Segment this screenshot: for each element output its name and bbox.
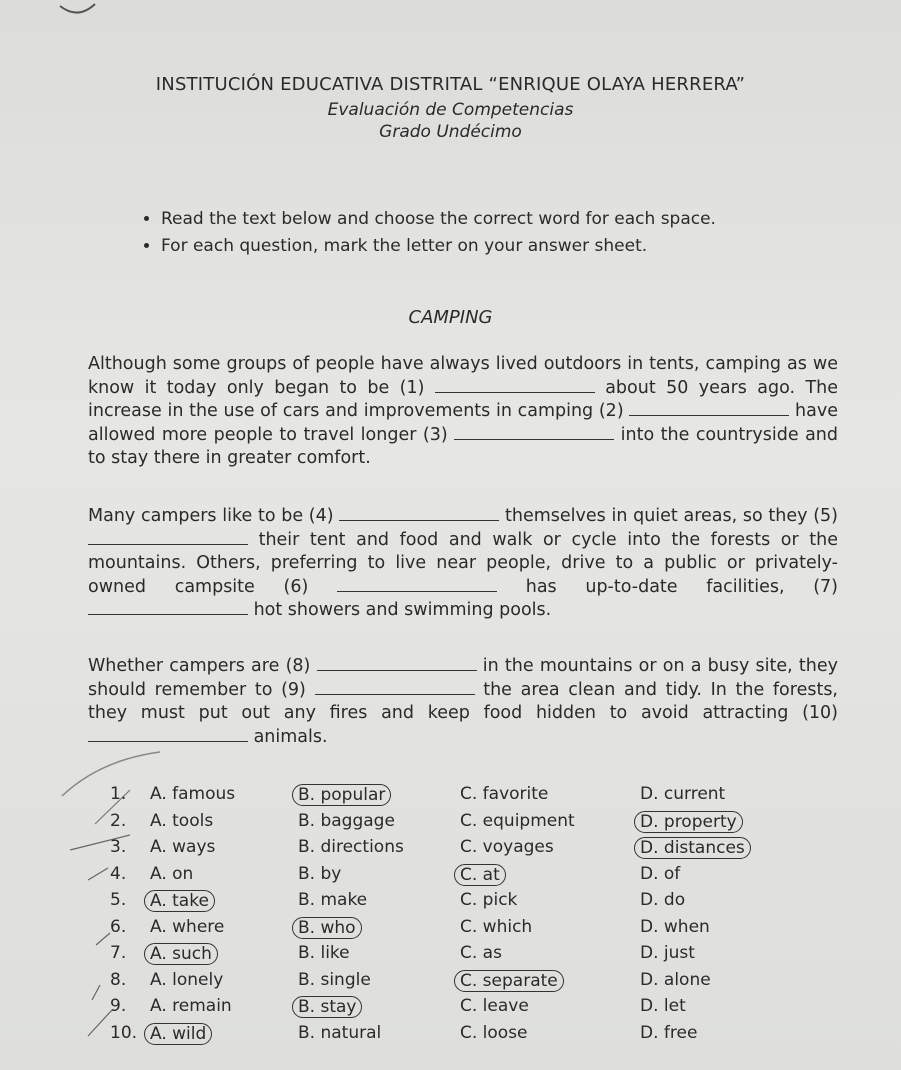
option-d[interactable]: D. let — [640, 996, 686, 1016]
question-number: 10. — [110, 1022, 138, 1043]
option-b[interactable]: B. popular — [292, 784, 391, 806]
passage-title: CAMPING — [408, 307, 493, 328]
answer-blank-10 — [88, 727, 248, 742]
paragraph-2 — [88, 505, 838, 623]
evaluation-title: Evaluación de Competencias — [327, 100, 574, 120]
option-d[interactable]: D. do — [640, 890, 686, 910]
option-b[interactable]: B. make — [298, 890, 368, 910]
option-b[interactable]: B. who — [292, 917, 362, 939]
answer-blank-2 — [629, 401, 789, 416]
option-b[interactable]: B. directions — [298, 837, 404, 857]
question-number: 2. — [110, 810, 127, 831]
option-c[interactable]: C. separate — [454, 970, 564, 992]
answer-blank-9 — [315, 680, 475, 695]
paragraph-3 — [88, 655, 838, 749]
option-d[interactable]: D. property — [634, 811, 743, 833]
text-segment: the area clean and tidy. In the forests, they must put out any fires and keep food hidden to avoid attracting (10) — [88, 679, 838, 723]
institution-name: INSTITUCIÓN EDUCATIVA DISTRITAL “ENRIQUE OLAYA HERRERA” — [155, 74, 746, 95]
option-c[interactable]: C. leave — [460, 996, 529, 1016]
text-segment: have allowed more people to travel longer (3) — [88, 401, 838, 445]
option-b[interactable]: B. single — [298, 969, 371, 990]
option-c[interactable]: C. voyages — [460, 837, 554, 857]
answer-blank-6 — [337, 577, 497, 592]
option-b[interactable]: B. by — [298, 863, 342, 884]
answer-blank-4 — [339, 506, 499, 521]
option-a[interactable]: A. where — [150, 916, 225, 937]
paragraph-1 — [88, 353, 838, 471]
answer-blank-3 — [454, 425, 614, 440]
text-segment: into the countryside and to stay there in greater comfort. — [88, 424, 838, 468]
text-segment: has up-to-date facilities, (7) — [497, 576, 839, 597]
question-number: 9. — [110, 996, 127, 1016]
option-a[interactable]: A. tools — [150, 810, 214, 831]
text-segment: their tent and food and walk or cycle into the forests or the mountains. Others, preferring to live near people, drive to a public or privately-owned campsite (6) — [88, 529, 838, 597]
option-c[interactable]: C. which — [460, 916, 533, 937]
grade-label: Grado Undécimo — [379, 122, 522, 142]
option-b[interactable]: B. stay — [292, 996, 362, 1018]
option-a[interactable]: A. such — [144, 943, 218, 965]
option-d[interactable]: D. when — [640, 916, 710, 937]
text-segment: Whether campers are (8) — [88, 656, 317, 676]
option-a[interactable]: A. ways — [150, 837, 216, 857]
answer-blank-1 — [435, 378, 595, 393]
text-segment: hot showers and swimming pools. — [248, 600, 552, 620]
question-number: 5. — [110, 890, 127, 910]
option-c[interactable]: C. pick — [460, 890, 518, 910]
text-segment: Many campers like to be (4) — [88, 506, 340, 526]
instruction-item: • Read the text below and choose the correct word for each space. — [161, 206, 716, 233]
option-a[interactable]: A. on — [150, 863, 194, 884]
instructions-list — [128, 206, 716, 260]
option-b[interactable]: B. like — [298, 943, 350, 963]
question-number: 6. — [110, 916, 127, 937]
option-c[interactable]: C. as — [460, 943, 502, 963]
option-d[interactable]: D. distances — [634, 837, 751, 859]
answer-blank-5 — [88, 530, 248, 545]
text-segment: Although some groups of people have always lived outdoors in tents, camping as we know it today only began to be (1) — [88, 354, 838, 398]
option-a[interactable]: A. remain — [150, 996, 232, 1016]
option-c[interactable]: C. loose — [460, 1022, 528, 1043]
option-c[interactable]: C. favorite — [460, 784, 549, 804]
instruction-item: • For each question, mark the letter on your answer sheet. — [161, 233, 716, 260]
text-segment: in the mountains or on a busy site, they should remember to (9) — [88, 656, 838, 700]
option-d[interactable]: D. of — [640, 863, 681, 884]
option-b[interactable]: B. baggage — [298, 810, 395, 831]
text-segment: about 50 years ago. The increase in the use of cars and improvements in camping (2) — [88, 377, 838, 421]
option-d[interactable]: D. free — [640, 1022, 698, 1043]
question-number: 4. — [110, 863, 127, 884]
question-number: 3. — [110, 837, 127, 857]
answer-blank-7 — [88, 600, 248, 615]
option-a[interactable]: A. famous — [150, 784, 236, 804]
question-number: 7. — [110, 943, 127, 963]
question-number: 1. — [110, 784, 127, 804]
option-d[interactable]: D. current — [640, 784, 726, 804]
option-c[interactable]: C. equipment — [460, 810, 575, 831]
option-d[interactable]: D. alone — [640, 969, 711, 990]
option-d[interactable]: D. just — [640, 943, 695, 963]
text-segment: animals. — [248, 726, 328, 747]
option-a[interactable]: A. lonely — [150, 969, 224, 990]
option-a[interactable]: A. take — [144, 890, 215, 912]
option-c[interactable]: C. at — [454, 864, 506, 886]
answer-blank-8 — [317, 656, 477, 671]
text-segment: themselves in quiet areas, so they (5) — [499, 506, 838, 526]
question-number: 8. — [110, 969, 127, 990]
option-b[interactable]: B. natural — [298, 1022, 382, 1043]
option-a[interactable]: A. wild — [144, 1023, 212, 1045]
